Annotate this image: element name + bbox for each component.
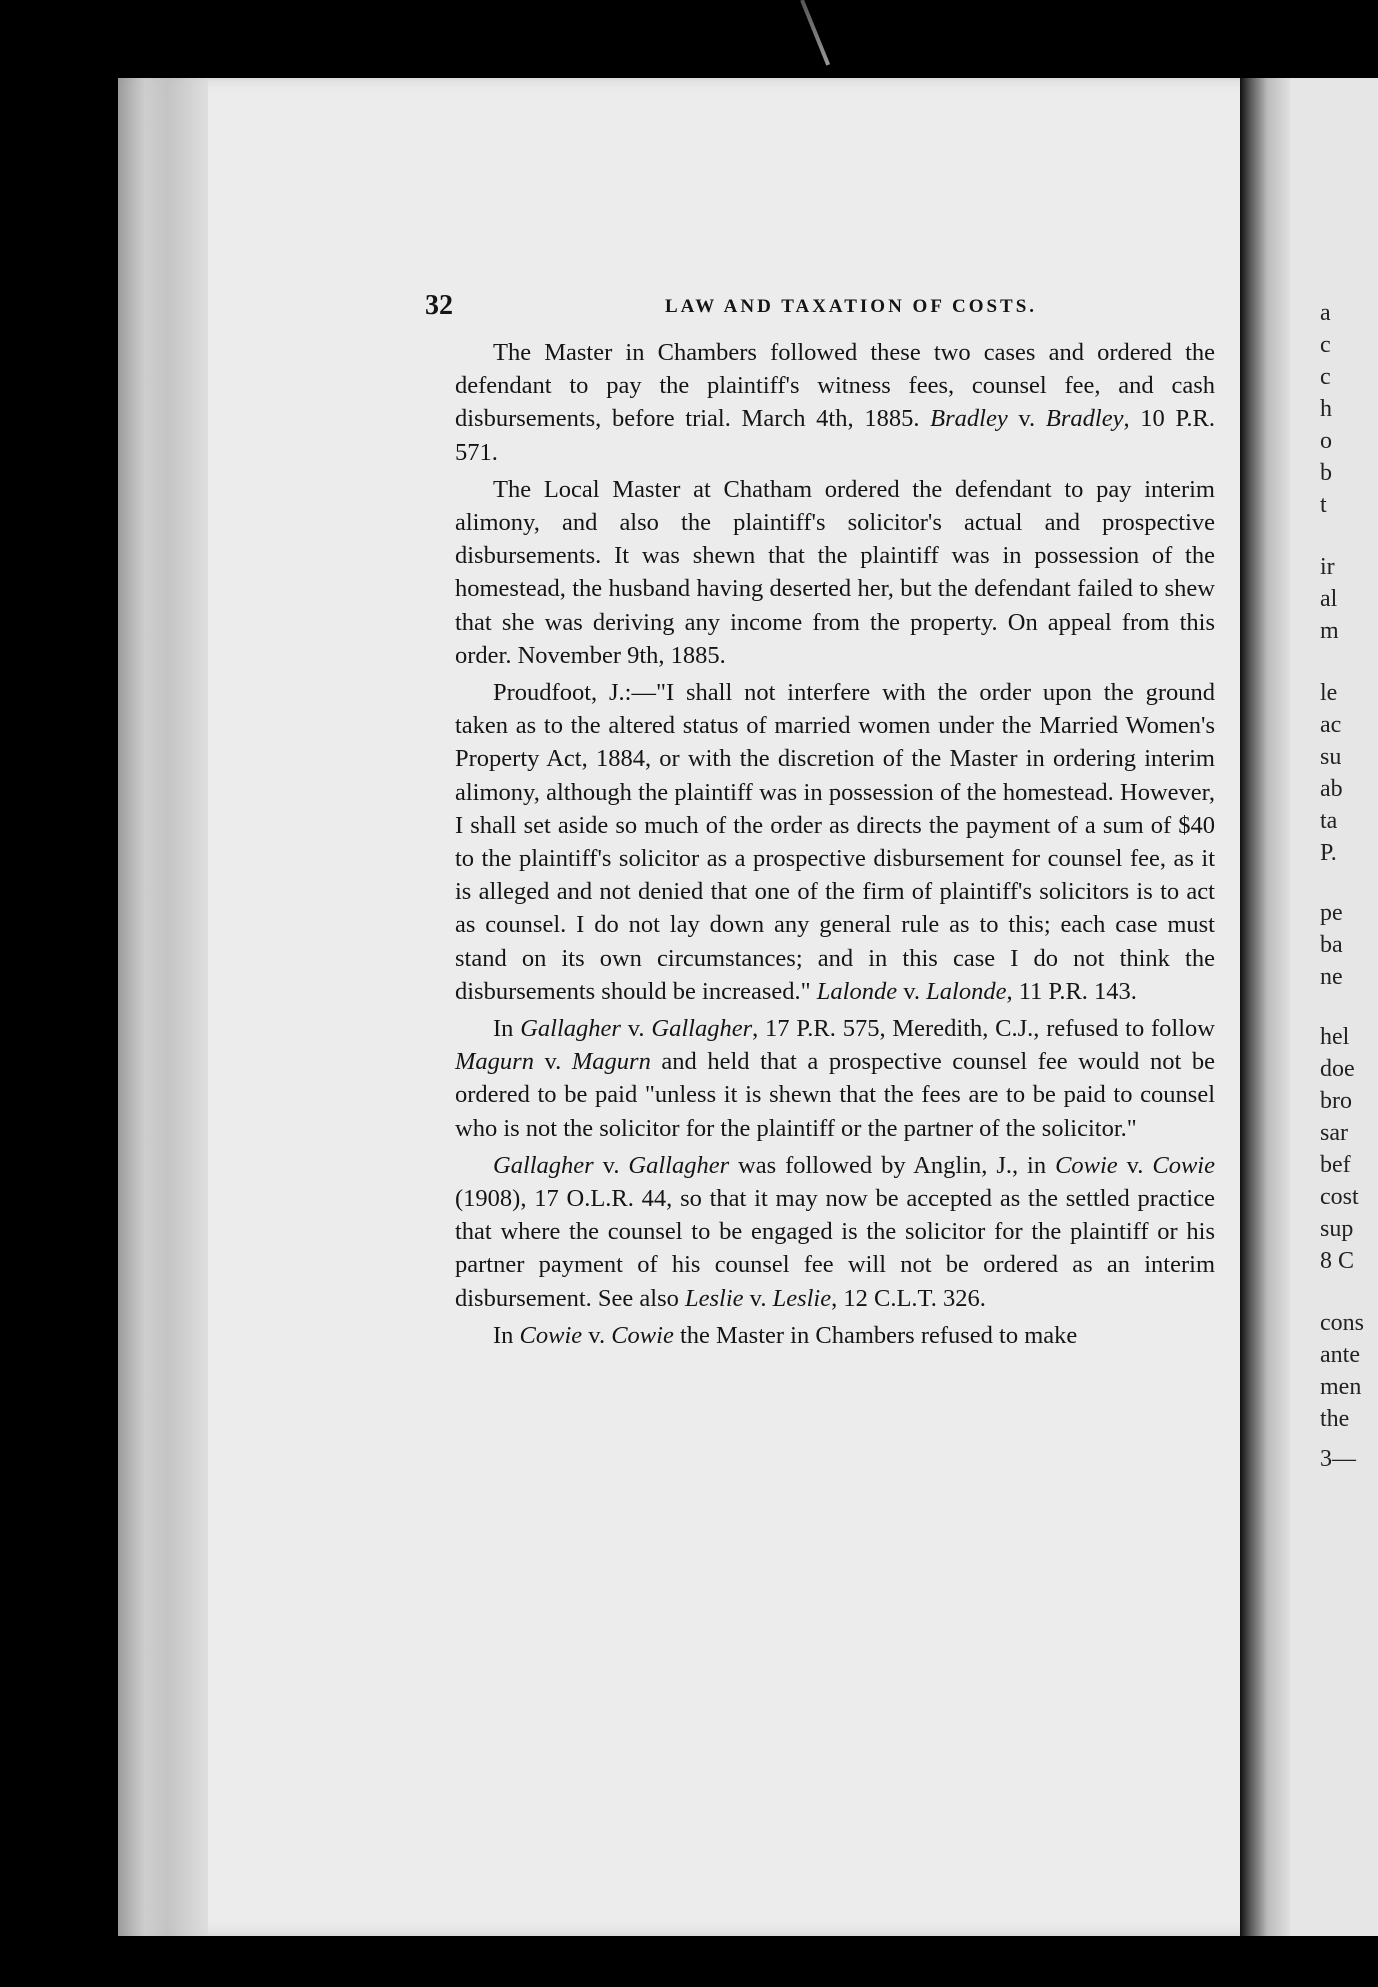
case-name: Magurn <box>455 1048 534 1076</box>
text-run: the Master in Chambers refused to make <box>673 1321 1078 1349</box>
text-run: v. <box>897 977 927 1005</box>
body-text <box>455 336 1215 1352</box>
case-name: Cowie <box>1055 1151 1118 1179</box>
text-run: , 10 P.R. 571. <box>455 405 1215 466</box>
case-name: Lalonde <box>816 977 898 1005</box>
page-gutter-shadow <box>118 78 208 1936</box>
text-run: The Local Master at Chatham ordered the defendant to pay interim alimony, and also the plaintiff's solicitor's actual and prospective disbursements. It was shewn that the plaintiff was in possession of the homestead, the husband having deserted her, but the defendant failed to shew that she was deriving any income from the property. On appeal from this order. November 9th, 1885. <box>455 475 1215 669</box>
facing-page-fragment: sup <box>1320 1216 1354 1242</box>
case-name: Magurn <box>571 1048 651 1076</box>
facing-page-fragment: cost <box>1320 1184 1359 1210</box>
facing-page <box>1290 78 1378 1936</box>
text-run: v. <box>533 1048 572 1076</box>
facing-page-fragment: 3— <box>1320 1446 1356 1472</box>
case-name: Gallagher <box>651 1015 753 1043</box>
facing-page-fragment: su <box>1320 744 1342 770</box>
facing-page-fragment: b <box>1320 460 1332 486</box>
paragraph-p5 <box>455 1149 1215 1315</box>
text-run: v. <box>1007 405 1046 433</box>
case-name: Bradley <box>1045 405 1124 433</box>
text-run: , 17 P.R. 575, Meredith, C.J., refused to follow <box>752 1015 1215 1043</box>
facing-page-fragment: ab <box>1320 776 1343 802</box>
facing-page-fragment: a <box>1320 300 1331 326</box>
facing-page-fragment: bef <box>1320 1152 1351 1178</box>
facing-page-fragment: ba <box>1320 932 1343 958</box>
text-run: v. <box>620 1015 652 1043</box>
facing-page-fragment: doe <box>1320 1056 1355 1082</box>
facing-page-fragment: men <box>1320 1374 1362 1400</box>
facing-page-fragment: ir <box>1320 554 1335 580</box>
case-name: Cowie <box>611 1321 674 1349</box>
facing-page-fragment: le <box>1320 680 1338 706</box>
facing-page-fragment: ac <box>1320 712 1342 738</box>
text-run: was followed by Anglin, J., in <box>729 1151 1056 1179</box>
text-run: and held that a prospective counsel fee would not be ordered to be paid "unless it is shewn that the fees are to be paid to counsel who is not the solicitor for the plaintiff or the partner of the solicitor." <box>455 1048 1215 1142</box>
paragraph-p3 <box>455 676 1215 1008</box>
case-name: Leslie <box>685 1284 744 1312</box>
facing-page-fragment: bro <box>1320 1088 1352 1114</box>
facing-page-fragment: ta <box>1320 808 1338 834</box>
text-run: In <box>493 1321 520 1349</box>
case-name: Leslie <box>772 1284 832 1312</box>
text-run: The Master in Chambers followed these two cases and ordered the defendant to pay the plaintiff's witness fees, counsel fee, and cash disbursements, before trial. March 4th, 1885. <box>455 339 1215 433</box>
running-head <box>425 290 1215 336</box>
facing-page-fragment: 8 C <box>1320 1248 1355 1274</box>
running-title: LAW AND TAXATION OF COSTS. <box>665 296 1038 317</box>
page-content <box>425 290 1215 1356</box>
case-name: Gallagher <box>628 1151 730 1179</box>
text-run: v. <box>593 1151 629 1179</box>
case-name: Lalonde <box>926 977 1007 1005</box>
text-run: In <box>493 1015 521 1043</box>
facing-page-fragment: o <box>1320 428 1332 454</box>
facing-page-fragment: P. <box>1320 840 1337 866</box>
text-run: , 12 C.L.T. 326. <box>831 1284 986 1312</box>
facing-page-fragment: t <box>1320 492 1327 518</box>
text-run: v. <box>582 1321 612 1349</box>
facing-page-fragment: c <box>1320 332 1331 358</box>
facing-page-fragment: c <box>1320 364 1331 390</box>
case-name: Bradley <box>930 405 1008 433</box>
paragraph-p6 <box>455 1319 1215 1352</box>
page-edge-crease <box>800 0 830 66</box>
facing-page-fragment: sar <box>1320 1120 1348 1146</box>
text-run: v. <box>1117 1151 1153 1179</box>
case-name: Gallagher <box>520 1015 621 1043</box>
facing-page-fragment: the <box>1320 1406 1350 1432</box>
facing-page-fragment: hel <box>1320 1024 1350 1050</box>
text-run: v. <box>743 1284 773 1312</box>
facing-page-fragment: ante <box>1320 1342 1360 1368</box>
facing-page-fragment: al <box>1320 586 1338 612</box>
paragraph-p1 <box>455 336 1215 469</box>
case-name: Cowie <box>1152 1151 1215 1179</box>
paragraph-p4 <box>455 1012 1215 1145</box>
paragraph-p2 <box>455 473 1215 672</box>
text-run: (1908), 17 O.L.R. 44, so that it may now be accepted as the settled practice that where the counsel to be engaged is the solicitor for the plaintiff or his partner payment of his counsel fee will not be ordered as an interim disbursement. See also <box>455 1185 1215 1312</box>
facing-page-fragment: cons <box>1320 1310 1364 1336</box>
text-run: Proudfoot, J.:—"I shall not interfere with the order upon the ground taken as to the altered status of married women under the Married Women's Property Act, 1884, or with the discretion of the Master in ordering interim alimony, although the plaintiff was in possession of the homestead. However, I shall set aside so much of the order as directs the payment of a sum of $40 to the plaintiff's solicitor as a prospective disbursement for counsel fee, as it is alleged and not denied that one of the firm of plaintiff's solicitors is to act as counsel. I do not lay down any general rule as to this; each case must stand on its own circumstances; and in this case I do not think the disbursements should be increased." <box>455 679 1215 1005</box>
facing-page-fragment: h <box>1320 396 1332 422</box>
case-name: Gallagher <box>493 1151 594 1179</box>
book-fold <box>1240 78 1290 1936</box>
facing-page-fragment: pe <box>1320 900 1343 926</box>
text-run: , 11 P.R. 143. <box>1006 977 1137 1005</box>
facing-page-fragment: m <box>1320 618 1339 644</box>
facing-page-fragment: ne <box>1320 964 1343 990</box>
page-number: 32 <box>425 290 453 321</box>
case-name: Cowie <box>519 1321 583 1349</box>
